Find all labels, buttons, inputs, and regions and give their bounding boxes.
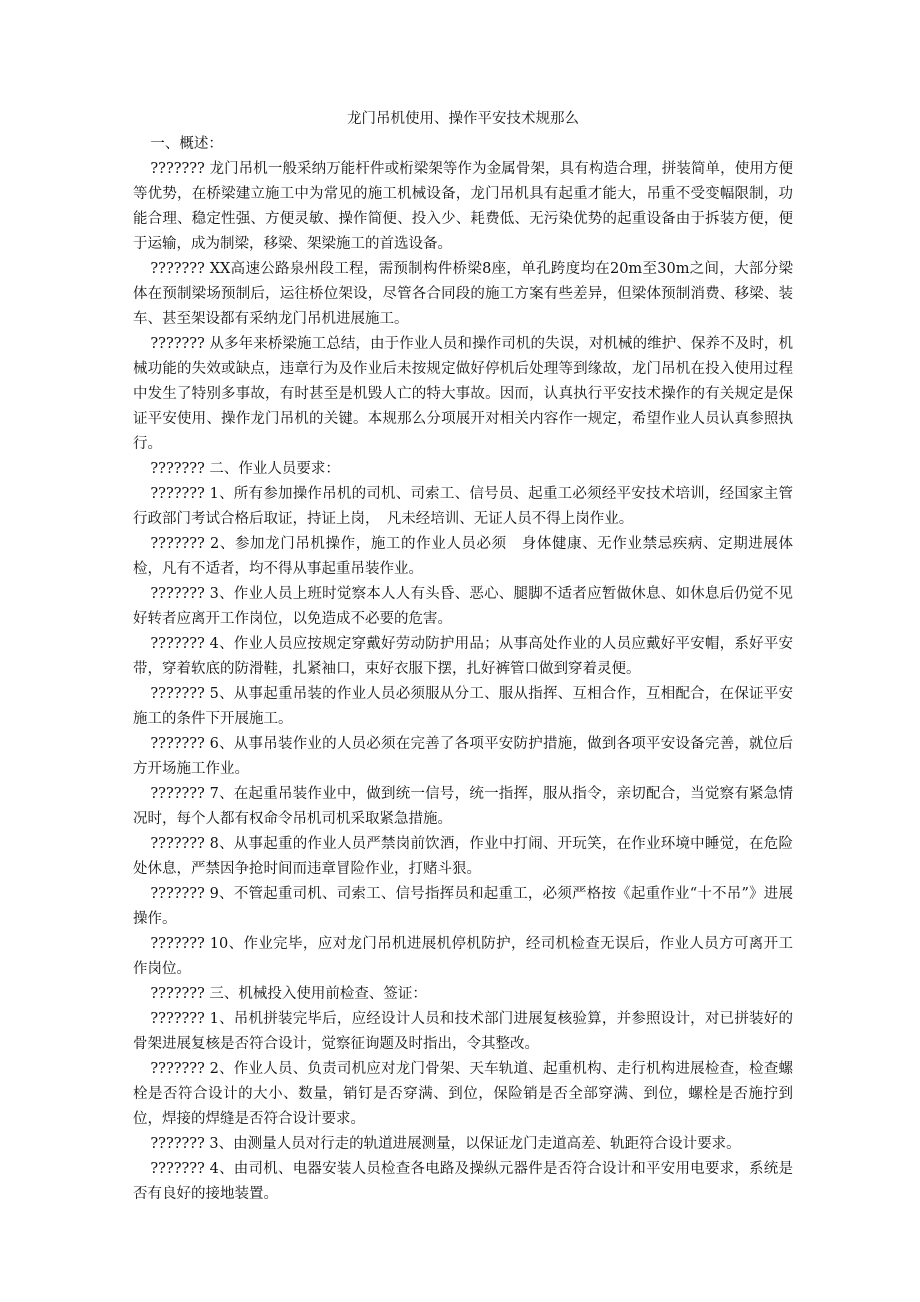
document-page	[133, 107, 793, 1207]
document-title: 龙门吊机使用、操作平安技术规那么	[347, 111, 579, 127]
paragraph: ??????? 龙门吊机一般采纳万能杆件或桁梁架等作为金属骨架，具有构造合理，拼装简单，使用方便等优势，在桥梁建立施工中为常见的施工机械设备，龙门吊机具有起重才能大，吊重不受变幅限制，功能合理、稳定性强、方便灵敏、操作简便、投入少、耗费低、无污染优势的起重设备由于拆装方便，便于运输，成为制梁，移梁、架梁施工的首选设备。	[133, 161, 793, 252]
paragraph: ??????? 10、作业完毕，应对龙门吊机进展机停机防护，经司机检查无误后，作业人员方可离开工作岗位。	[133, 936, 793, 977]
section-heading: ??????? 三、机械投入使用前检查、签证：	[150, 986, 427, 1002]
paragraph: ??????? 2、参加龙门吊机操作，施工的作业人员必须 身体健康、无作业禁忌疾病、定期进展体检，凡有不适者，均不得从事起重吊装作业。	[133, 536, 793, 577]
paragraph: ??????? 1、所有参加操作吊机的司机、司索工、信号员、起重工必须经平安技术培训，经国家主管行政部门考试合格后取证，持证上岗， 凡未经培训、无证人员不得上岗作业。	[133, 486, 793, 527]
paragraph: ??????? 4、作业人员应按规定穿戴好劳动防护用品；从事高处作业的人员应戴好平安帽，系好平安带，穿着软底的防滑鞋，扎紧袖口，束好衣服下摆，扎好裤管口做到穿着灵便。	[133, 636, 793, 677]
paragraph: ??????? 8、从事起重的作业人员严禁岗前饮酒，作业中打闹、开玩笑，在作业环境中睡觉，在危险处休息，严禁因争抢时间而违章冒险作业，打赌斗狠。	[133, 836, 793, 877]
paragraph: ??????? 6、从事吊装作业的人员必须在完善了各项平安防护措施，做到各项平安设备完善，就位后方开场施工作业。	[133, 736, 793, 777]
document-body	[133, 132, 793, 1207]
paragraph: 一、概述：	[150, 136, 223, 152]
paragraph: ??????? 1、吊机拼装完毕后，应经设计人员和技术部门进展复核验算，并参照设计，对已拼装好的骨架进展复核是否符合设计，觉察征询题及时指出，令其整改。	[133, 1011, 793, 1052]
section-heading: ??????? 二、作业人员要求：	[150, 461, 340, 477]
paragraph: ??????? 2、作业人员、负责司机应对龙门骨架、天车轨道、起重机构、走行机构进展检查，检查螺栓是否符合设计的大小、数量，销钉是否穿满、到位，保险销是否全部穿满、到位，螺栓是否施拧到位，焊接的焊缝是否符合设计要求。	[133, 1061, 793, 1127]
paragraph: ??????? 9、不管起重司机、司索工、信号指挥员和起重工，必须严格按《起重作业“十不吊”》进展操作。	[133, 886, 793, 927]
paragraph: ??????? 从多年来桥梁施工总结，由于作业人员和操作司机的失误，对机械的维护、保养不及时，机械功能的失效或缺点，违章行为及作业后未按规定做好停机后处理等到缘故，龙门吊机在投入使用过程中发生了特别多事故，有时甚至是机毁人亡的特大事故。因而，认真执行平安技术操作的有关规定是保证平安使用、操作龙门吊机的关键。本规那么分项展开对相关内容作一规定，希望作业人员认真参照执行。	[133, 336, 793, 452]
paragraph: ??????? 3、作业人员上班时觉察本人人有头昏、恶心、腿脚不适者应暂做休息、如休息后仍觉不见好转者应离开工作岗位，以免造成不必要的危害。	[133, 586, 793, 627]
paragraph: ??????? 3、由测量人员对行走的轨道进展测量，以保证龙门走道高差、轨距符合设计要求。	[150, 1136, 741, 1152]
paragraph: ??????? XX高速公路泉州段工程，需预制构件桥梁8座，单孔跨度均在20m至30m之间，大部分梁体在预制梁场预制后，运往桥位架设，尽管各合同段的施工方案有些差异，但梁体预制消费、移梁、装车、甚至架设都有采纳龙门吊机进展施工。	[133, 261, 793, 327]
paragraph: ??????? 4、由司机、电器安装人员检查各电路及操纵元器件是否符合设计和平安用电要求，系统是否有良好的接地装置。	[133, 1161, 793, 1202]
paragraph: ??????? 7、在起重吊装作业中，做到统一信号，统一指挥，服从指令，亲切配合，当觉察有紧急情况时，每个人都有权命令吊机司机采取紧急措施。	[133, 786, 793, 827]
paragraph: ??????? 5、从事起重吊装的作业人员必须服从分工、服从指挥、互相合作，互相配合，在保证平安施工的条件下开展施工。	[133, 686, 793, 727]
